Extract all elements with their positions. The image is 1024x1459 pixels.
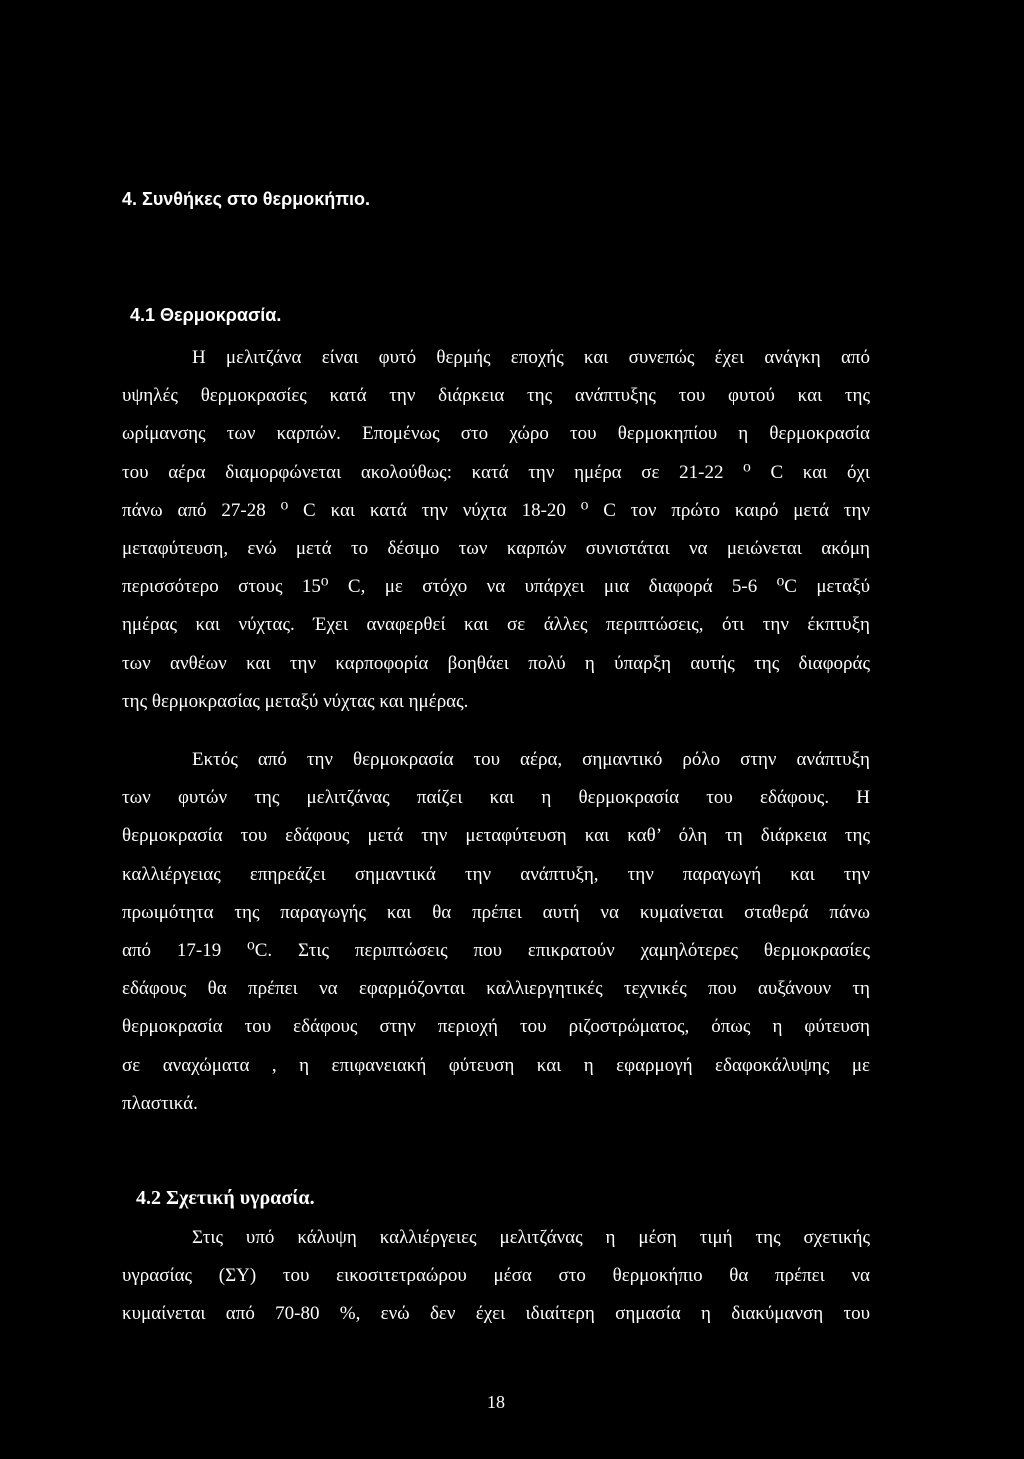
paragraph-line: ημέρας και νύχτας. Έχει αναφερθεί και σε άλλες περιπτώσεις, ότι την έκπτυξη (122, 614, 870, 636)
paragraph-temperature (122, 339, 870, 721)
paragraph-line: περισσότερο στους 15⁰ C, με στόχο να υπάρχει μια διαφορά 5-6 ⁰C μεταξύ (122, 576, 870, 598)
paragraph-line: των ανθέων και την καρποφορία βοηθάει πολύ η ύπαρξη αυτής της διαφοράς (122, 652, 870, 674)
paragraph-line: εδάφους θα πρέπει να εφαρμόζονται καλλιεργητικές τεχνικές που αυξάνουν τη (122, 978, 870, 1000)
paragraph-line: μεταφύτευση, ενώ μετά το δέσιμο των καρπών συνιστάται να μειώνεται ακόμη (122, 537, 870, 559)
page-number: 18 (487, 1392, 505, 1412)
paragraph-line: πλαστικά. (122, 1092, 198, 1114)
paragraph-line: θερμοκρασία του εδάφους στην περιοχή του ριζοστρώματος, όπως η φύτευση (122, 1016, 870, 1038)
paragraph-line: των φυτών της μελιτζάνας παίζει και η θερμοκρασία του εδάφους. Η (122, 787, 870, 809)
paragraph-line: του αέρα διαμορφώνεται ακολούθως: κατά την ημέρα σε 21-22 ⁰ C και όχι (122, 461, 870, 483)
paragraph-line: πάνω από 27-28 ⁰ C και κατά την νύχτα 18-20 ⁰ C τον πρώτο καιρό μετά την (122, 499, 870, 521)
paragraph-line: ωρίμανσης των καρπών. Επομένως στο χώρο του θερμοκηπίου η θερμοκρασία (122, 423, 870, 445)
paragraph-line: κυμαίνεται από 70-80 %, ενώ δεν έχει ιδιαίτερη σημασία η διακύμανση του (122, 1303, 870, 1325)
paragraph-line: θερμοκρασία του εδάφους μετά την μεταφύτευση και καθ’ όλη τη διάρκεια της (122, 825, 870, 847)
paragraph-line: υγρασίας (ΣΥ) του εικοσιτετραώρου μέσα στο θερμοκήπιο θα πρέπει να (122, 1265, 870, 1287)
subsection-heading-humidity: 4.2 Σχετική υγρασία. (136, 1187, 315, 1209)
paragraph-line: Στις υπό κάλυψη καλλιέργειες μελιτζάνας η μέση τιμή της σχετικής (192, 1227, 870, 1248)
paragraph-line: από 17-19 ⁰C. Στις περιπτώσεις που επικρατούν χαμηλότερες θερμοκρασίες (122, 939, 870, 961)
paragraph-humidity (122, 1219, 870, 1334)
paragraph-line: πρωιμότητα της παραγωγής και θα πρέπει αυτή να κυμαίνεται σταθερά πάνω (122, 901, 870, 923)
section-heading: 4. Συνθήκες στο θερμοκήπιο. (122, 189, 371, 209)
paragraph-line: σε αναχώματα , η επιφανειακή φύτευση και η εφαρμογή εδαφοκάλυψης με (122, 1054, 870, 1076)
paragraph-line: καλλιέργειας επηρεάζει σημαντικά την ανάπτυξη, την παραγωγή και την (122, 863, 870, 885)
paragraph-line: της θερμοκρασίας μεταξύ νύχτας και ημέρας. (122, 690, 469, 712)
paragraph-line: υψηλές θερμοκρασίες κατά την διάρκεια της ανάπτυξης του φυτού και της (122, 385, 870, 407)
subsection-heading-temperature: 4.1 Θερμοκρασία. (130, 305, 282, 325)
paragraph-line: Εκτός από την θερμοκρασία του αέρα, σημαντικό ρόλο στην ανάπτυξη (192, 749, 870, 770)
paragraph-soil-temperature (122, 741, 870, 1123)
paragraph-line: Η μελιτζάνα είναι φυτό θερμής εποχής και συνεπώς έχει ανάγκη από (192, 347, 870, 368)
